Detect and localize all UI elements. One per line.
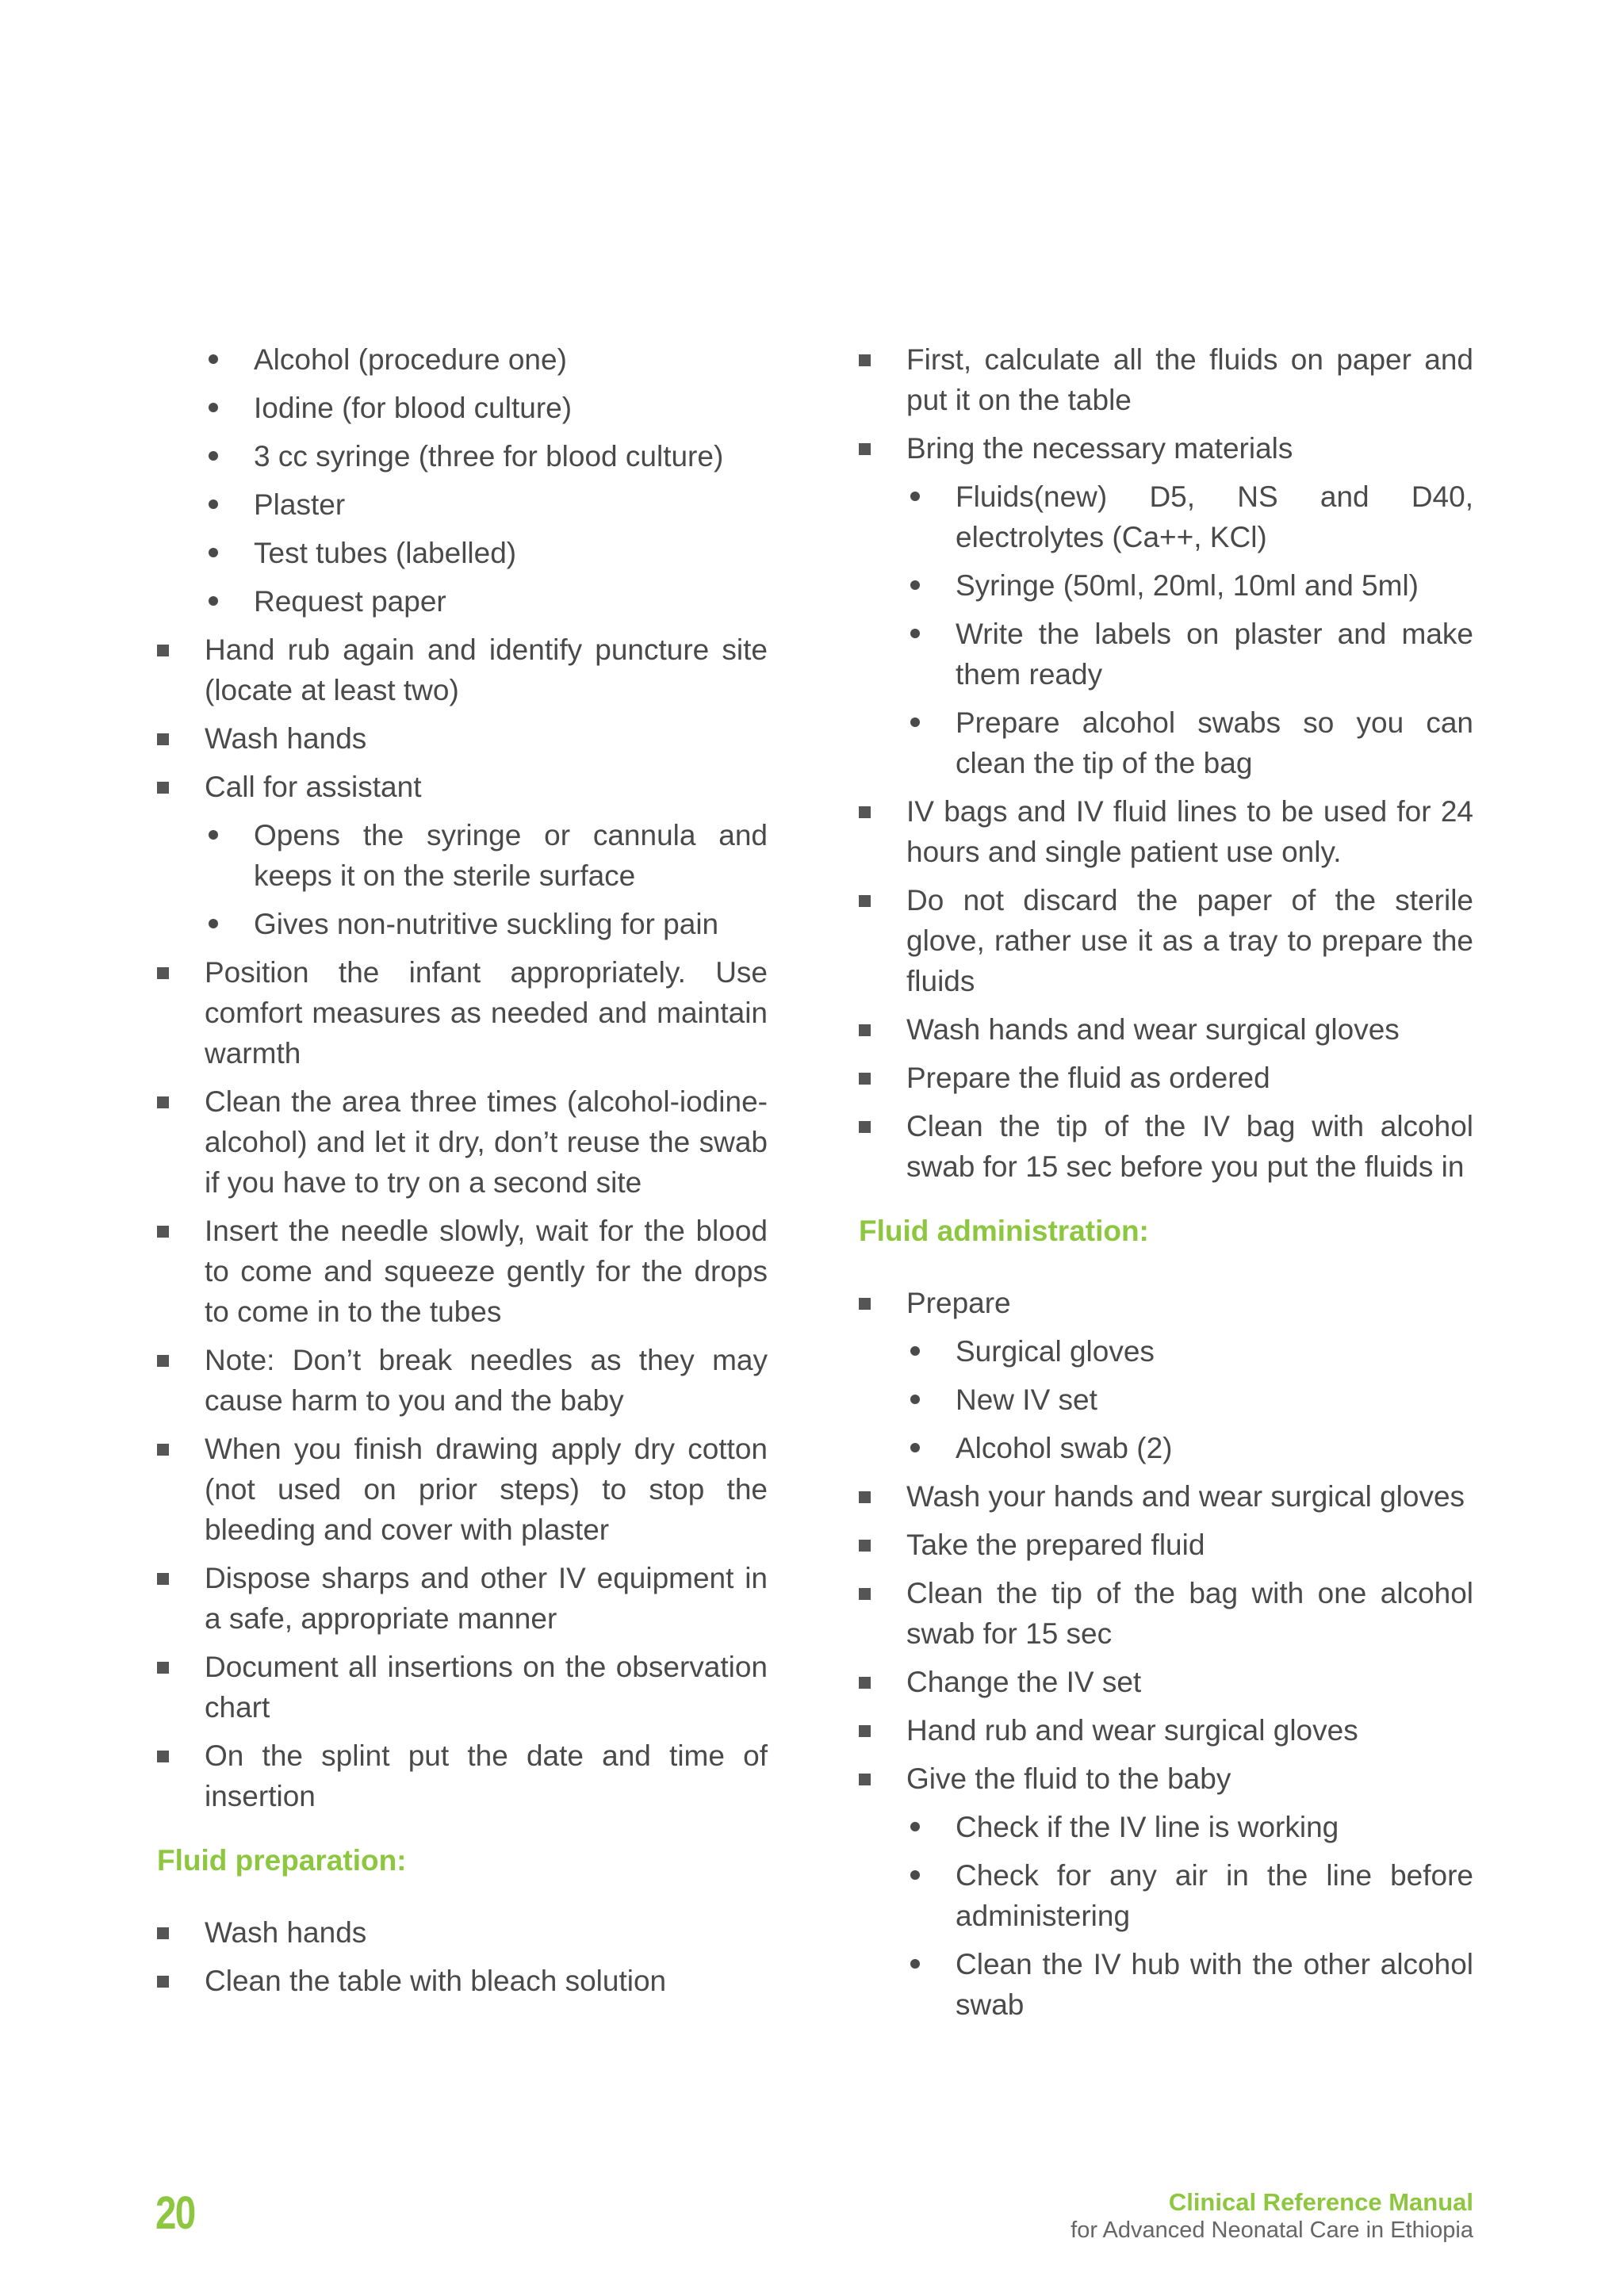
- square-bullet-icon: [859, 1774, 871, 1785]
- bullet-text: Clean the IV hub with the other alcohol swab: [956, 1948, 1473, 2021]
- bullet-item: [157, 1961, 768, 2001]
- section-heading-fluid-preparation: Fluid preparation:: [157, 1844, 407, 1877]
- square-bullet-icon: [859, 443, 871, 455]
- bullet-text: Check if the IV line is working: [956, 1811, 1339, 1843]
- sub-bullet-item: [209, 533, 768, 573]
- footer-branding: [1071, 2188, 1473, 2244]
- round-bullet-icon: [209, 403, 218, 412]
- round-bullet-icon: [910, 1346, 920, 1356]
- square-bullet-icon: [157, 1751, 169, 1762]
- bullet-item: [859, 1758, 1473, 1799]
- left-list-2: [157, 1912, 768, 2001]
- bullet-text: On the splint put the date and time of insertion: [205, 1739, 768, 1812]
- round-bullet-icon: [910, 580, 920, 590]
- round-bullet-icon: [910, 1870, 920, 1880]
- square-bullet-icon: [859, 1298, 871, 1310]
- bullet-item: [157, 1558, 768, 1639]
- bullet-text: Dispose sharps and other IV equipment in a safe, appropriate manner: [205, 1562, 768, 1635]
- bullet-item: [859, 1009, 1473, 1050]
- square-bullet-icon: [157, 967, 169, 979]
- square-bullet-icon: [859, 895, 871, 907]
- square-bullet-icon: [157, 1927, 169, 1939]
- square-bullet-icon: [157, 1662, 169, 1674]
- square-bullet-icon: [157, 1573, 169, 1585]
- round-bullet-icon: [910, 1443, 920, 1452]
- bullet-text: Call for assistant: [205, 771, 422, 803]
- bullet-text: Wash hands: [205, 722, 367, 755]
- sub-bullet-item: [209, 815, 768, 896]
- round-bullet-icon: [209, 919, 218, 928]
- bullet-text: Gives non-nutritive suckling for pain: [254, 908, 719, 940]
- sub-bullet-item: [910, 1428, 1473, 1468]
- footer-subtitle: for Advanced Neonatal Care in Ethiopia: [1071, 2218, 1473, 2243]
- bullet-text: Document all insertions on the observation chart: [205, 1651, 768, 1724]
- bullet-text: New IV set: [956, 1383, 1097, 1416]
- bullet-text: 3 cc syringe (three for blood culture): [254, 440, 724, 473]
- bullet-text: Prepare: [906, 1287, 1011, 1319]
- bullet-item: [859, 1283, 1473, 1323]
- square-bullet-icon: [157, 1976, 169, 1988]
- bullet-text: Alcohol (procedure one): [254, 343, 567, 376]
- bullet-text: Clean the tip of the bag with one alcohol swab for 15 sec: [906, 1577, 1473, 1650]
- bullet-text: Bring the necessary materials: [906, 432, 1293, 465]
- bullet-text: Note: Don’t break needles as they may cause harm to you and the baby: [205, 1344, 768, 1417]
- sub-bullet-item: [209, 581, 768, 622]
- bullet-item: [859, 1710, 1473, 1751]
- left-list-1: [157, 339, 768, 1816]
- bullet-text: When you finish drawing apply dry cotton (not used on prior steps) to stop the bleeding and cover with plaster: [205, 1433, 768, 1546]
- bullet-text: Hand rub again and identify puncture site (locate at least two): [205, 633, 768, 706]
- round-bullet-icon: [209, 451, 218, 461]
- sub-bullet-item: [209, 339, 768, 380]
- round-bullet-icon: [910, 1959, 920, 1969]
- round-bullet-icon: [910, 1822, 920, 1831]
- round-bullet-icon: [910, 629, 920, 638]
- right-list-1: [859, 339, 1473, 1187]
- bullet-item: [157, 767, 768, 807]
- right-column: [859, 339, 1473, 2033]
- square-bullet-icon: [859, 354, 871, 366]
- round-bullet-icon: [209, 830, 218, 840]
- bullet-item: [157, 1735, 768, 1816]
- bullet-item: [859, 428, 1473, 469]
- bullet-text: Change the IV set: [906, 1666, 1142, 1698]
- footer-title: Clinical Reference Manual: [1168, 2188, 1473, 2216]
- sub-bullet-item: [910, 1944, 1473, 2025]
- bullet-text: Prepare the fluid as ordered: [906, 1062, 1270, 1094]
- sub-bullet-item: [209, 484, 768, 525]
- square-bullet-icon: [859, 1677, 871, 1689]
- sub-bullet-item: [910, 1380, 1473, 1420]
- bullet-item: [157, 952, 768, 1073]
- sub-bullet-item: [910, 565, 1473, 606]
- bullet-item: [157, 1340, 768, 1421]
- bullet-text: Plaster: [254, 488, 346, 521]
- bullet-item: [859, 1525, 1473, 1565]
- bullet-text: Position the infant appropriately. Use comfort measures as needed and maintain warmth: [205, 956, 768, 1070]
- round-bullet-icon: [209, 499, 218, 509]
- bullet-text: Clean the tip of the IV bag with alcohol swab for 15 sec before you put the fluids in: [906, 1110, 1473, 1183]
- bullet-item: [157, 718, 768, 759]
- square-bullet-icon: [157, 1444, 169, 1456]
- bullet-text: Wash hands: [205, 1916, 367, 1949]
- bullet-text: Test tubes (labelled): [254, 537, 517, 569]
- sub-bullet-item: [209, 436, 768, 476]
- square-bullet-icon: [859, 1540, 871, 1552]
- square-bullet-icon: [859, 1588, 871, 1600]
- bullet-text: Surgical gloves: [956, 1335, 1155, 1368]
- bullet-text: Take the prepared fluid: [906, 1529, 1205, 1561]
- sub-bullet-item: [910, 476, 1473, 557]
- square-bullet-icon: [859, 806, 871, 818]
- bullet-text: IV bags and IV fluid lines to be used for 24 hours and single patient use only.: [906, 795, 1473, 868]
- round-bullet-icon: [209, 596, 218, 606]
- bullet-text: Wash hands and wear surgical gloves: [906, 1013, 1400, 1046]
- square-bullet-icon: [859, 1073, 871, 1085]
- sub-bullet-item: [209, 388, 768, 428]
- bullet-item: [859, 1106, 1473, 1187]
- square-bullet-icon: [157, 1355, 169, 1367]
- bullet-item: [859, 1058, 1473, 1098]
- square-bullet-icon: [157, 645, 169, 656]
- bullet-text: Request paper: [254, 585, 446, 618]
- square-bullet-icon: [859, 1024, 871, 1036]
- sub-bullet-item: [910, 702, 1473, 783]
- section-heading-fluid-administration: Fluid administration:: [859, 1215, 1149, 1247]
- bullet-item: [157, 1647, 768, 1728]
- square-bullet-icon: [859, 1725, 871, 1737]
- bullet-text: Check for any air in the line before administering: [956, 1859, 1473, 1932]
- square-bullet-icon: [157, 782, 169, 794]
- sub-bullet-item: [910, 614, 1473, 695]
- bullet-item: [859, 1662, 1473, 1702]
- bullet-text: Syringe (50ml, 20ml, 10ml and 5ml): [956, 569, 1419, 602]
- square-bullet-icon: [157, 1096, 169, 1108]
- bullet-item: [157, 629, 768, 710]
- bullet-item: [157, 1912, 768, 1953]
- square-bullet-icon: [859, 1121, 871, 1133]
- left-column: [157, 339, 768, 2009]
- bullet-item: [157, 1429, 768, 1550]
- page-number: 20: [155, 2187, 195, 2239]
- round-bullet-icon: [910, 718, 920, 727]
- round-bullet-icon: [910, 492, 920, 501]
- bullet-text: Opens the syringe or cannula and keeps it on the sterile surface: [254, 819, 768, 892]
- square-bullet-icon: [859, 1491, 871, 1503]
- bullet-text: Do not discard the paper of the sterile glove, rather use it as a tray to prepare the fluids: [906, 884, 1473, 997]
- sub-bullet-item: [910, 1855, 1473, 1936]
- bullet-item: [157, 1081, 768, 1203]
- bullet-text: Hand rub and wear surgical gloves: [906, 1714, 1358, 1747]
- bullet-text: Iodine (for blood culture): [254, 392, 573, 424]
- bullet-text: Fluids(new) D5, NS and D40, electrolytes (Ca++, KCl): [956, 480, 1473, 553]
- bullet-item: [859, 880, 1473, 1001]
- sub-bullet-item: [209, 904, 768, 944]
- bullet-text: Clean the area three times (alcohol-iodine-alcohol) and let it dry, don’t reuse the swab if you have to try on a second site: [205, 1085, 768, 1199]
- square-bullet-icon: [157, 1226, 169, 1238]
- bullet-text: Prepare alcohol swabs so you can clean the tip of the bag: [956, 706, 1473, 779]
- bullet-text: First, calculate all the fluids on paper and put it on the table: [906, 343, 1473, 416]
- sub-bullet-item: [910, 1331, 1473, 1372]
- bullet-text: Insert the needle slowly, wait for the blood to come and squeeze gently for the drops to come in to the tubes: [205, 1215, 768, 1328]
- bullet-item: [859, 1476, 1473, 1517]
- bullet-item: [157, 1211, 768, 1332]
- square-bullet-icon: [157, 733, 169, 745]
- bullet-text: Write the labels on plaster and make them ready: [956, 618, 1473, 691]
- round-bullet-icon: [209, 548, 218, 557]
- sub-bullet-item: [910, 1807, 1473, 1847]
- bullet-text: Alcohol swab (2): [956, 1432, 1173, 1464]
- bullet-item: [859, 339, 1473, 420]
- bullet-text: Give the fluid to the baby: [906, 1762, 1231, 1795]
- round-bullet-icon: [910, 1395, 920, 1404]
- bullet-item: [859, 1573, 1473, 1654]
- round-bullet-icon: [209, 354, 218, 364]
- bullet-item: [859, 791, 1473, 872]
- right-list-2: [859, 1283, 1473, 2025]
- bullet-text: Clean the table with bleach solution: [205, 1965, 667, 1997]
- bullet-text: Wash your hands and wear surgical gloves: [906, 1480, 1465, 1513]
